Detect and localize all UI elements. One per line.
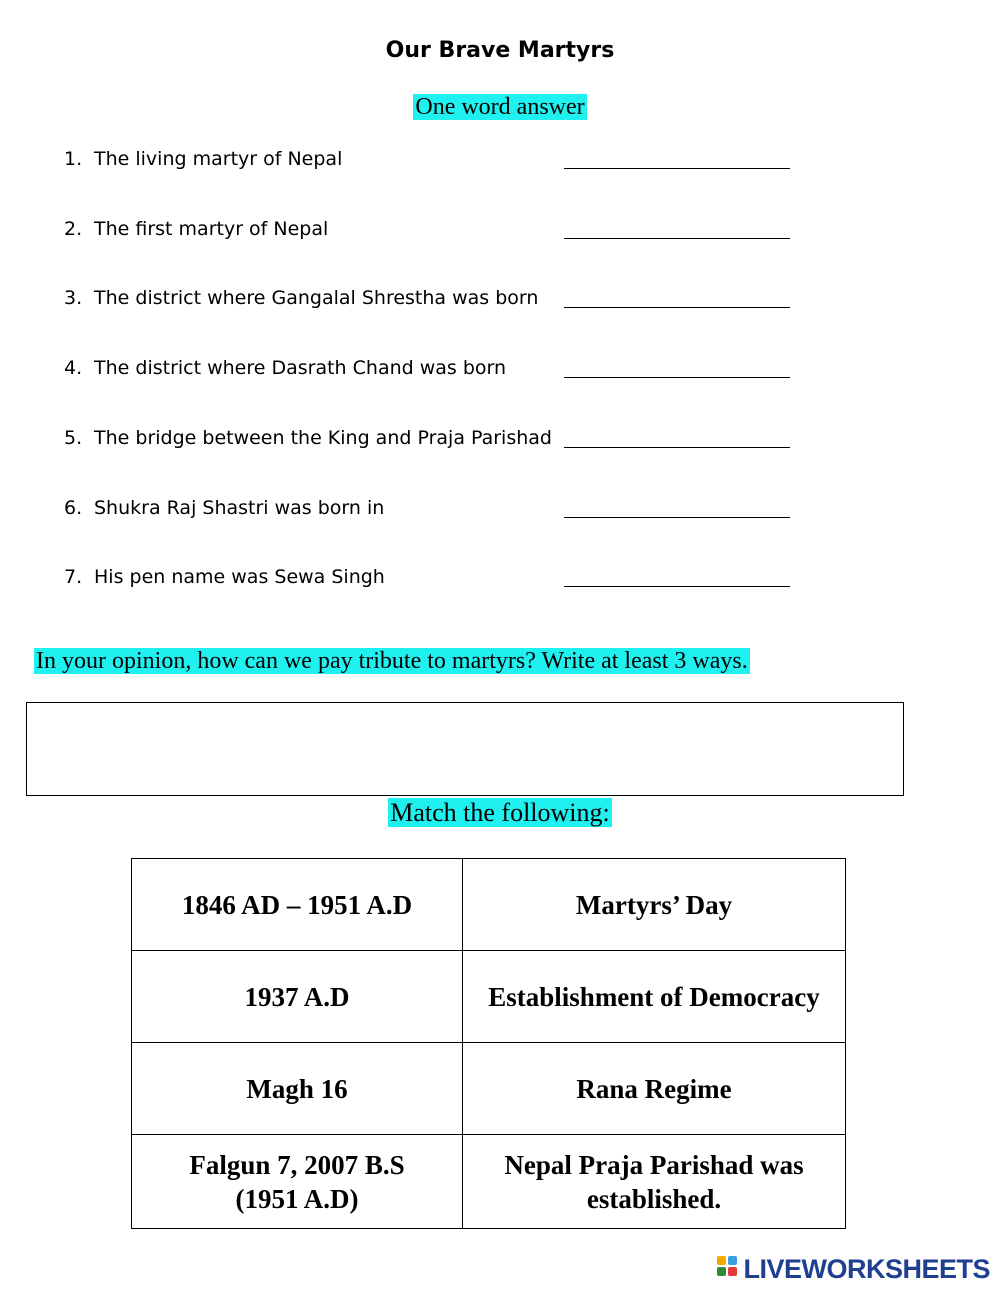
match-left-cell[interactable]: 1937 A.D [132, 951, 463, 1043]
answer-blank[interactable] [564, 517, 790, 518]
answer-blank[interactable] [564, 447, 790, 448]
match-row [132, 951, 846, 1043]
section-heading-tribute [34, 648, 750, 675]
question-number: 2. [64, 218, 83, 240]
question-number: 6. [64, 497, 83, 519]
question-text: The district where Gangalal Shrestha was born [94, 287, 539, 309]
question-text: Shukra Raj Shastri was born in [94, 497, 385, 519]
answer-blank[interactable] [564, 307, 790, 308]
match-left-cell[interactable]: 1846 AD – 1951 A.D [132, 859, 463, 951]
section-heading-one-word [0, 94, 1000, 121]
match-row [132, 1043, 846, 1135]
question-text: His pen name was Sewa Singh [94, 566, 385, 588]
match-row [132, 1135, 846, 1229]
question-text: The living martyr of Nepal [94, 148, 343, 170]
answer-blank[interactable] [564, 238, 790, 239]
tribute-answer-box[interactable] [26, 702, 904, 796]
question-number: 1. [64, 148, 83, 170]
question-number: 7. [64, 566, 83, 588]
match-right-cell[interactable]: Establishment of Democracy [463, 951, 846, 1043]
question-text: The first martyr of Nepal [94, 218, 329, 240]
match-table [131, 858, 846, 1229]
brand-logo [717, 1254, 990, 1284]
question-number: 3. [64, 287, 83, 309]
section-heading-match [0, 798, 1000, 828]
answer-blank[interactable] [564, 586, 790, 587]
match-right-cell[interactable]: Nepal Praja Parishad was established. [463, 1135, 846, 1229]
liveworksheets-icon [717, 1256, 739, 1282]
match-left-cell[interactable]: Magh 16 [132, 1043, 463, 1135]
match-left-cell[interactable]: Falgun 7, 2007 B.S (1951 A.D) [132, 1135, 463, 1229]
question-text: The bridge between the King and Praja Parishad [94, 427, 552, 449]
page-title: Our Brave Martyrs [385, 38, 615, 63]
answer-blank[interactable] [564, 377, 790, 378]
question-number: 5. [64, 427, 83, 449]
section-heading-match-text: Match the following: [390, 798, 610, 827]
answer-blank[interactable] [564, 168, 790, 169]
match-right-cell[interactable]: Martyrs’ Day [463, 859, 846, 951]
question-text: The district where Dasrath Chand was born [94, 357, 507, 379]
section-heading-one-word-text: One word answer [415, 94, 585, 120]
match-right-cell[interactable]: Rana Regime [463, 1043, 846, 1135]
section-heading-tribute-text: In your opinion, how can we pay tribute to martyrs? Write at least 3 ways. [36, 648, 748, 674]
question-number: 4. [64, 357, 83, 379]
brand-name: LIVEWORKSHEETS [743, 1253, 990, 1284]
match-row [132, 859, 846, 951]
